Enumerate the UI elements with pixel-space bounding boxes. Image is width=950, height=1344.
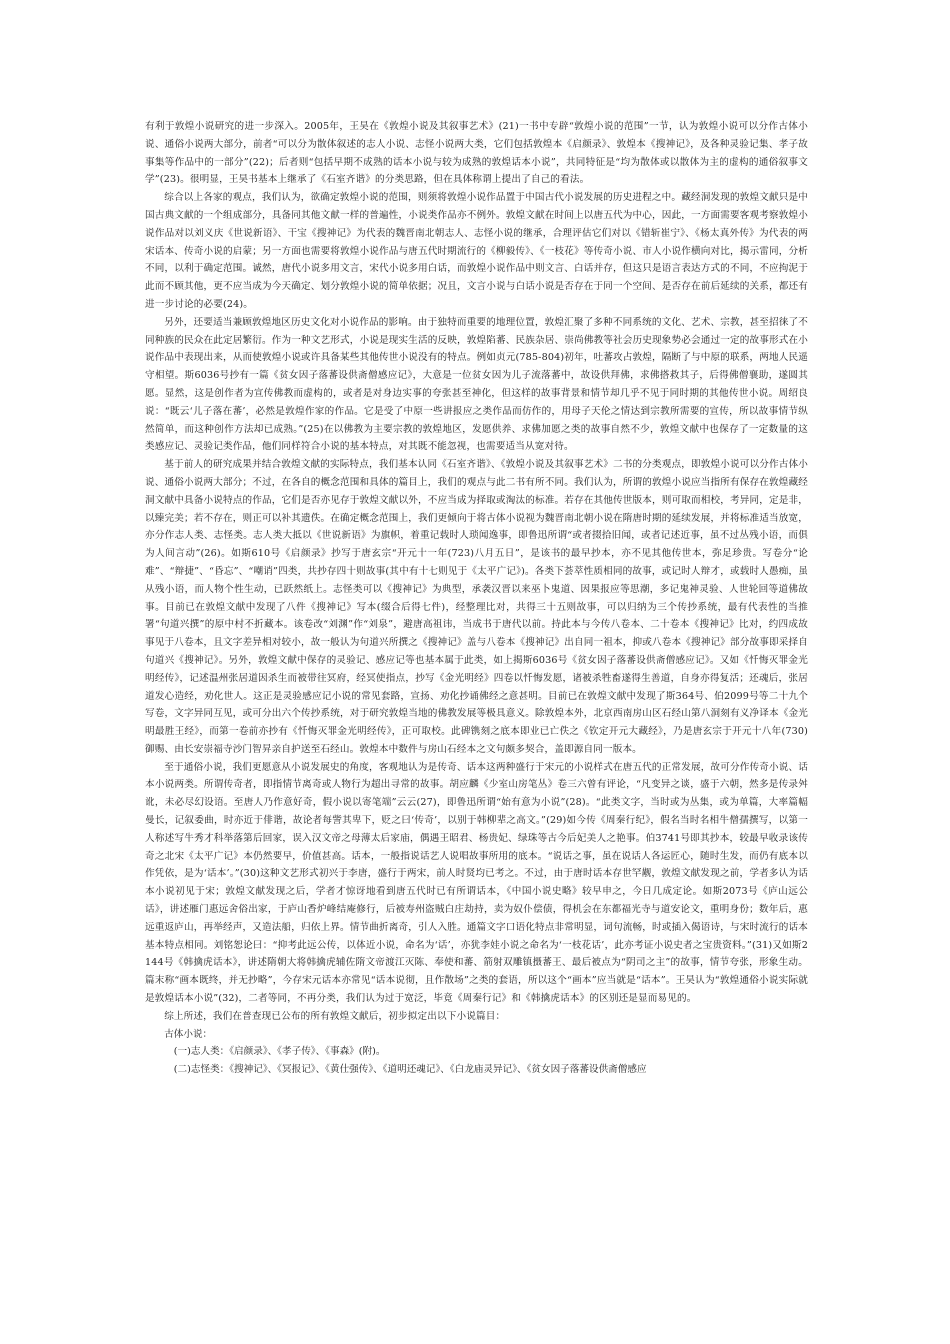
- list-item: (二)志怪类：《搜神记》、《冥报记》、《黄仕强传》、《道明还魂记》、《白龙庙灵异记》、《贫女因子落蕃设供斋僧感应: [173, 1064, 647, 1076]
- paragraph-6: 综上所述，我们在普查现已公布的所有敦煌文献后，初步拟定出以下小说篇目：: [164, 1010, 506, 1022]
- paragraph-5: 至于通俗小说，我们更愿意从小说发展史的角度，客观地认为是传奇、话本这两种盛行于宋元的小说样式在唐五代的正常发展，故可分作传奇小说、话本小说两类。所谓传奇者，即指情节离奇或人物行为超出寻常的故事。胡应麟《少室山房笔丛》卷三六曾有评论，“凡变异之谈，盛于六朝，然多是传录舛讹，未必尽幻设语。至唐人乃作意好奇，假小说以寄笔端”云云(27)，即鲁迅所谓“始有意为小说”(28)。“此类文字，当时或为丛集，或为单篇，大率篇幅曼长，记叙委曲，时亦近于俳谐，故论者每訾其卑下，贬之曰‘传奇’，以别于韩柳辈之高文。”(29)如今传《周秦行纪》，假名当时名相牛僧孺撰写，以第一人称述写牛秀才科举落第后回家，误入汉文帝之母薄太后家庙，偶遇王昭君、杨贵妃、绿珠等古今后妃美人之艳事。伯3741号即其抄本，较最早收录该传奇之北宋《太平广记》本仍然要早，价值甚高。话本，一般指说话艺人说唱故事所用的底本。“说话之事，虽在说话人各运匠心，随时生发，而仍有底本以作凭依，是为‘话本’。”(30)这种文艺形式初兴于李唐，盛行于两宋，前人时贤均已考之。不过，由于唐时话本存世罕觏，敦煌文献发现之前，学者多认为话本小说初见于宋；敦煌文献发现之后，学者才惊讶地看到唐五代时已有所谓话本，《中国小说史略》较早申之，今日几成定论。如斯2073号《庐山远公话》，讲述雁门惠远舍俗出家，于庐山香炉峰结庵修行，后被寿州盗贼白庄劫持，卖为奴仆偿债，得机会在东都福光寺与道安论文，重明身份；数年后，惠远重返庐山，再举经声，又造法船，归依上界。情节曲折离奇，引人入胜。通篇文字口语化特点非常明显，词句流畅，时或插入偈语诗，与宋时流行的话本基本特点相同。刘铭恕论曰：“抑考此远公传，以体近小说，命名为‘话’，亦犹李娃小说之命名为‘一枝花话’，此亦考证小说史者之宝贵资料。”(31)又如斯2144号《韩擒虎话本》，讲述隋朝大将韩擒虎辅佐隋文帝渡江灭陈、奉使和蕃、箭射双雕镇摄蕃王、最后被点为“阴司之主”的故事，情节夸张，形象生动。篇末称“画本既终，并无抄略”，今存宋元话本亦常见“话本说彻，且作散场”之类的套语，所以这个“画本”应当就是“话本”。王昊认为“敦煌通俗小说实际就是敦煌话本小说”(32)，二者等同，不再分类，我们认为过于宽泛，毕竟《周秦行记》和《韩擒虎话本》的区别还是显而易见的。: [145, 761, 808, 1005]
- list-item: (一)志人类：《启颜录》、《孝子传》、《事森》(附)。: [173, 1046, 386, 1058]
- paragraph-3: 另外，还要适当兼顾敦煌地区历史文化对小说作品的影响。由于独特而重要的地理位置，敦煌汇聚了多种不同系统的文化、艺术、宗教，甚至招徕了不同种族的民众在此定居繁衍。作为一种文艺形式，小说是现实生活的反映，敦煌陷蕃、民族杂居、崇尚佛教等社会历史现象势必会通过一定的故事形式在小说作品中表现出来，从而使敦煌小说或许具备某些其他传世小说没有的特点。例如贞元(785-804)初年，吐蕃攻占敦煌，隔断了与中原的联系，两地人民遥守相望。斯6036号抄有一篇《贫女因子落蕃设供斋僧感应记》，大意是一位贫女因为儿子流落蕃中，故设供拜佛，求佛搭救其子，后得佛僧襄助，遂圆其愿。显然，这是创作者为宣传佛教而虚构的，或者是对身边实事的夸张甚至神化，但这样的故事背景和情节却几乎不见于同时期的其他传世小说。周绍良说：“既云‘儿子落在蕃’，必然是敦煌作家的作品。它是受了中原一些讲报应之类作品而仿作的，用母子天伦之情达到宗教所需要的宣传，所以故事情节纵然简单，而这种创作方法却已成熟。”(25)在以佛教为主要宗教的敦煌地区，发愿供养、求佛加愿之类的故事自然不少，敦煌文献中也保存了一定数量的这类感应记、灵验记类作品，他们同样符合小说的基本特点，对其既不能忽视，也需要适当从宽对待。: [145, 316, 808, 453]
- paragraph-1: 有利于敦煌小说研究的进一步深入。2005年，王昊在《敦煌小说及其叙事艺术》(21)一书中专辟“敦煌小说的范围”一节，认为敦煌小说可以分作古体小说、通俗小说两大部分，前者“可以分为散体叙述的志人小说、志怪小说两大类，它们包括敦煌本《启颜录》、敦煌本《搜神记》，及各种灵验记集、孝子故事集等作品中的一部分”(22)；后者则“包括早期不成熟的话本小说与较为成熟的敦煌话本小说”，共同特征是“均为散体或以散体为主的虚构的通俗叙事文学”(23)。很明显，王昊书基本上继承了《石室齐谐》的分类思路，但在具体称谓上提出了自己的看法。: [145, 121, 808, 186]
- paragraph-4: 基于前人的研究成果并结合敦煌文献的实际特点，我们基本认同《石室齐谐》、《敦煌小说及其叙事艺术》二书的分类观点，即敦煌小说可以分作古体小说、通俗小说两大部分；不过，在各自的概念范围和具体的篇目上，我们的观点与此二书有所不同。我们认为，所谓的敦煌小说应当指所有保存在敦煌藏经洞文献中具备小说特点的作品，它们是否亦见存于敦煌文献以外，不应当成为择取或淘汰的标准。若存在其他传世版本，则可取而相校，考异同，定是非，以臻完美；若不存在，则正可以补其遗佚。在确定概念范围上，我们更倾向于将古体小说视为魏晋南北朝小说在隋唐时期的延续发展，并将标准适当放宽，亦分作志人类、志怪类。志人类大抵以《世说新语》为旗帜，着重记载时人琐闻逸事，即鲁迅所谓“或者掇拾旧闻，或者记述近事，虽不过丛残小语，而俱为人间言动”(26)。如斯610号《启颜录》抄写于唐玄宗“开元十一年(723)八月五日”，是该书的最早抄本，亦不见其他传世本，弥足珍贵。写卷分“论难”、“辩捷”、“昏忘”、“嘲诮”四类，共抄存四十则故事(其中有十七则见于《太平广记》)。各类下荟萃性质相同的故事，或记时人辩才，或载时人愚痴，虽从残小语，而人物个性生动，已跃然纸上。志怪类可以《搜神记》为典型，承袭汉晋以来巫卜鬼道、因果报应等思潮，多记鬼神灵验、人世轮回等道佛故事。目前已在敦煌文献中发现了八件《搜神记》写本(缀合后得七件)，经整理比对，共得三十五则故事，可以归纳为三个传抄系统，最有代表性的当推署“句道兴撰”的原中村不折藏本。该卷改“刘渊”作“刘泉”，避唐高祖讳，当成书于唐代以前。持此本与今传八卷本、二十卷本《搜神记》比对，约四成故事见于八卷本，且文字差异相对较小，故一般认为句道兴所撰之《搜神记》盖与八卷本《搜神记》出自同一祖本，抑或八卷本《搜神记》部分故事即采择自句道兴《搜神记》。另外，敦煌文献中保存的灵验记、感应记等也基本属于此类，如上揭斯6036号《贫女因子落蕃设供斋僧感应记》。又如《忏悔灭罪金光明经传》，记述温州张居道因杀生而被带往冥府，经冥使指点，抄写《金光明经》四卷以忏悔发愿，诸被杀牲畜遂得生善道，自身亦得复活；还魂后，张居道发心造经，劝化世人。这正是灵验感应记小说的常见套路，宣扬、劝化抄诵佛经之意甚明。目前已在敦煌文献中发现了斯364号、伯2099号等二十九个写卷，文字异同互见，或可分出六个传抄系统，对于研究敦煌当地的佛教发展等极具意义。除敦煌本外，北京西南房山区石经山第八洞刻有义净译本《金光明最胜王经》，而第一卷前亦抄有《忏悔灭罪金光明经传》，正可取校。此碑镌刻之底本即业已亡佚之《钦定开元大藏经》，乃是唐玄宗于开元十八年(730)御赐、由长安崇福寺沙门智昇亲自护送至石经山。敦煌本中数件与房山石经本之文句颇多契合，盖即源自同一版本。: [145, 459, 808, 755]
- paragraph-2: 综合以上各家的观点，我们认为，欲确定敦煌小说的范围，则须将敦煌小说作品置于中国古代小说发展的历史进程之中。藏经洞发现的敦煌文献只是中国古典文献的一个组成部分，具备同其他文献一样的普遍性，小说类作品亦不例外。敦煌文献在时间上以唐五代为中心，因此，一方面需要客观考察敦煌小说作品对以刘义庆《世说新语》、干宝《搜神记》为代表的魏晋南北朝志人、志怪小说的继承，合理评估它们对以《错斩崔宁》、《杨太真外传》为代表的两宋话本、传奇小说的启蒙；另一方面也需要将敦煌小说作品与唐五代时期流行的《柳毅传》、《一枝花》等传奇小说、市人小说作横向对比，揭示雷同，分析不同，以利于确定范围。诚然，唐代小说多用文言，宋代小说多用白话，而敦煌小说作品中则文言、白话并存，但这只是语言表达方式的不同，不应拘泥于此而不顾其他，更不应当成为今天确定、划分敦煌小说的简单依据；况且，文言小说与白话小说是否存在于同一个空间、是否存在前后延续的关系，都还有进一步讨论的必要(24)。: [145, 192, 808, 310]
- list-heading: 古体小说：: [164, 1028, 213, 1040]
